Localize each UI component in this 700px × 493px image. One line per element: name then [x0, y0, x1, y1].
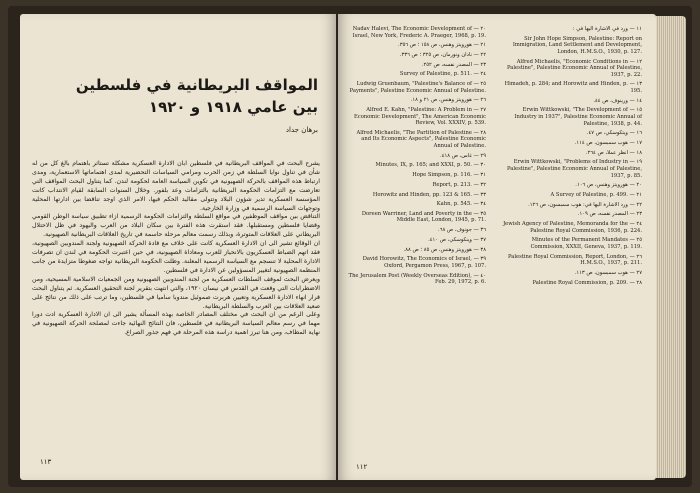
footnote-text: غاس، ص ٤١٨. [440, 152, 472, 159]
footnote-number: ٢٠ — [473, 26, 486, 32]
footnote-number: ٤٠ — [473, 272, 486, 279]
footnote-number: ١٨ — [629, 149, 642, 156]
footnote [346, 211, 486, 224]
footnote-text: هوب سمبسون، ص ١١٣. [574, 269, 628, 276]
footnote-text: Erwin Wittkowski, "Problems of Industry in Palestine", Palestine Economic Annual of Palestine, 1937, p. 85. [507, 159, 642, 179]
footnote-number: ٣٨ — [473, 246, 486, 253]
footnote-number: ٢١ — [473, 42, 486, 49]
footnote-number: ٣٦ — [473, 227, 486, 234]
body-paragraph: يشرح البحث في المواقف البريطانية في فلسطين ابان الادارة العسكرية مشكلة تستأثر باهتمام بالغ كل من له شأن في تناول نوايا السلطة في زمن الحرب ومرامي السياسات التحضيرية لمدى اهتماماتها الاستعمارية، ومدى ارتباط هذه المواقف بالحركة الصهيونية في تكوين السياسة العامة لحكومة لندن. كما يتناول البحث المواقف التي تعارضت مع التزامات الحكومة البريطانية بالتزامات وعد بلفور. وخلال السنوات السابقة لقيام الانتداب كانت المؤسسة العسكرية تدير شؤون البلاد وتتولى مقاليد الحكم فيها، الامر الذي اوجد تناقضا بين ادارتها المحلية وتوجهات السياسة الرسمية في وزارة الخارجية. [32, 160, 320, 212]
body-paragraph: ان الوقائع تشير الى ان الادارة العسكرية كانت على خلاف مع قادة الحركة الصهيونية ولجنة المندوبين الصهيونية، فقد اتهم الضباط العسكريون بالانحياز للعرب ومعاداة الصهيونية، في حين اعتبرت الحكومة في لندن ان تصرفات الادارة المحلية لا تنسجم مع السياسة الرسمية المعلنة. وظلت الحكومة البريطانية تواجه ضغوطا متزايدة من جانب المنظمة الصهيونية لتغيير المسؤولين عن الادارة في فلسطين. [32, 240, 320, 274]
footnote-number: ٢٤ — [629, 220, 642, 227]
footnote-number: ٢٢ — [473, 51, 486, 58]
footnote-text: Doreen Warriner, Land and Poverty in the Middle East, London, 1945, p. 71. [361, 210, 486, 224]
footnote-text: The Jerusalem Post (Weekly Overseas Edition), Feb. 29, 1972, p. 6. [348, 272, 486, 286]
footnote-text: المصدر نفسه، ص ٢٥٢. [421, 61, 472, 68]
left-page [20, 14, 336, 480]
footnote-number: ٣٩ — [473, 256, 486, 263]
footnote [346, 71, 486, 78]
footnote-number: ٣٢ — [473, 181, 486, 188]
footnote [502, 192, 642, 199]
footnote [502, 107, 642, 127]
footnote-number: ٢٣ — [473, 61, 486, 68]
footnote-number: ٢٨ — [629, 279, 642, 286]
notes-column-b [502, 26, 642, 471]
page-number: ١١٢ [356, 463, 368, 471]
footnote-text: Hope Simpson, p. 116. [412, 172, 472, 179]
footnote-number: ٢٤ — [473, 71, 486, 78]
footnote-number: ١٦ — [629, 130, 642, 137]
footnote-number: ٣١ — [473, 172, 486, 179]
footnote-number: ٢٠ — [629, 182, 642, 189]
footnote-text: Ludwig Gruenbaum, "Palestine's Balance of Payments", Palestine Economic Annual of Palestine. [349, 81, 486, 94]
footnote-number: ٢٧ — [629, 269, 642, 276]
footnote-number: ٣٠ — [473, 162, 486, 169]
footnote [346, 26, 486, 39]
footnote [502, 130, 642, 137]
footnote-number: ٣٧ — [473, 236, 486, 243]
footnote-text: Sir John Hope Simpson, Palestine: Report on Immigration, Land Settlement and Development, London, H.M.S.O., 1930, p. 127. [512, 35, 642, 55]
footnote [346, 97, 486, 104]
footnote-text: ورد الاشارة اليها في: هوب سمبسون، ص ١٢٦. [528, 201, 628, 208]
footnote-number: ١٤ — [629, 97, 642, 104]
footnote [502, 237, 642, 250]
footnote-text: نادان ونورمان، ص ٣٢٥ ؛ ص ٣٣٦. [399, 51, 472, 58]
footnote [502, 81, 642, 94]
footnote [346, 162, 486, 169]
footnote-text: هورويتز وهنس، ص ٢١ و ١٨. [410, 97, 472, 104]
footnote-text: هورويتز وهنس، ص ٨٥ ؛ ص ٨٨. [403, 246, 472, 253]
footnote [346, 153, 486, 160]
footnote-number: ٢٩ — [473, 152, 486, 159]
footnote-text: Erwin Wittkowski, "The Development of Industry in 1937", Palestine Economic Annual of Palestine, 1938, p. 44. [514, 107, 642, 127]
footnote-text: ورد في الاشارة اليها في : [572, 26, 628, 32]
right-page [338, 14, 656, 480]
footnote [346, 107, 486, 127]
footnote-text: Nadav Halevi, The Economic Development of Israel, New York, Frederic A. Praeger, 1968, p. 19. [352, 26, 486, 39]
footnote-text: ورينوف، ص ٤٤. [593, 97, 628, 104]
footnote [346, 227, 486, 234]
footnote [346, 172, 486, 179]
footnote-text: Horowitz and Hinden, pp. 123 & 165. [372, 191, 472, 198]
footnote-number: ٢٧ — [473, 107, 486, 113]
footnote-text: جونوف، ص ٦٨. [438, 227, 472, 234]
footnote [346, 52, 486, 59]
footnote-text: Alfred Michaelis, "Economic Conditions in Palestine", Palestine Economic Annual of Palestine, 1937, p. 22. [507, 58, 642, 78]
footnote-number: ١٩ — [629, 159, 642, 166]
footnote-text: A Survey of Palestine, p. 499. [550, 191, 628, 198]
footnote-number: ١١ — [629, 26, 642, 32]
footnote [502, 270, 642, 277]
footnote-number: ٢٨ — [473, 129, 486, 136]
article-body [32, 160, 320, 460]
footnote [502, 150, 642, 157]
footnote-number: ٢١ — [629, 191, 642, 198]
page-edges [656, 16, 686, 478]
footnote-text: هورويتز وهنس، ص ١٠٦. [575, 182, 628, 189]
footnote [346, 237, 486, 244]
notes-column-a [346, 26, 486, 471]
footnote-number: ١٢ — [629, 58, 642, 65]
footnote-number: ٢٢ — [629, 201, 642, 208]
footnote-text: المصدر نفسه، ص ١٠٩. [577, 211, 628, 218]
footnote [502, 182, 642, 189]
footnote-number: ١٣ — [629, 81, 642, 88]
footnote-text: انظر عملا، ص ٢٦٤. [585, 149, 628, 156]
footnote-text: Survey of Palestine, p. 511. [399, 71, 472, 78]
article-author: برهان جداد [285, 126, 318, 134]
article-title: المواقف البريطانية في فلسطين [75, 76, 318, 94]
body-paragraph: التناقض بين مواقف الموظفين في مواقع السلطة والتزامات الحكومة الرسمية ازاء تطبيق سياسة الوطن القومي وقضايا فلسطين ومستقبلها. فقد استقرت هذه الفترة بين سكان البلاد من العرب واليهود في ظل الاحتلال البريطاني على العلاقات المتوترة، وبذلك رسمت معالم مرحلة حاسمة في تاريخ العلاقات البريطانية الصهيونية. [32, 213, 320, 239]
footnote-text: Minutes of the Permanent Mandates Commission, XXXII, Geneva, 1937, p. 119. [530, 237, 642, 250]
footnote-number: ٣٣ — [473, 191, 486, 198]
footnote-text: هوب سمبسون، ص ١١٤. [574, 139, 628, 146]
footnote-number: ٢٥ — [629, 237, 642, 244]
footnote [502, 36, 642, 56]
footnote [346, 192, 486, 199]
footnote [502, 59, 642, 79]
footnote [502, 221, 642, 234]
footnote [346, 62, 486, 69]
footnote-number: ١٥ — [629, 107, 642, 114]
footnote [502, 280, 642, 287]
page-number: ١١٣ [40, 458, 52, 466]
footnote [502, 159, 642, 179]
footnote [346, 273, 486, 286]
footnote-text: Alfred Michaelis, "The Partition of Palestine and Its Economic Aspects", Palestine Economic Annual of Palestine. [356, 129, 486, 150]
footnote-number: ٣٤ — [473, 201, 486, 208]
footnote [346, 182, 486, 189]
footnote [346, 247, 486, 254]
footnote [346, 42, 486, 49]
footnote-text: ويتكوسكي، ص ٤٧. [586, 130, 628, 137]
footnote [502, 26, 642, 33]
footnote [346, 81, 486, 94]
footnote-number: ٢٣ — [629, 211, 642, 218]
footnote [502, 140, 642, 147]
footnote [502, 98, 642, 105]
footnote-text: وينكوسكي، ص ٤١٠. [428, 236, 472, 243]
footnote-text: David Horowitz, The Economics of Israel, Oxford, Pergamon Press, 1967, p. 107. [362, 256, 486, 269]
footnote [502, 211, 642, 218]
footnote [346, 130, 486, 150]
footnote-number: ٢٥ — [473, 81, 486, 88]
body-paragraph: ويعرض البحث لموقف السلطات العسكرية من لجنة المندوبين الصهيونية ومن الجمعيات الاسلامية المسيحية، ومن الاضطرابات التي وقعت في القدس في نيسان ١٩٢٠، والتي انتهت بتقرير لجنة التحقيق العسكرية. ثم يتناول البحث قرار انهاء الادارة العسكرية وتعيين هربرت صموئيل مندوبا ساميا في فلسطين، وما ترتب على ذلك من نتائج على صعيد العلاقات بين العرب والسلطة البريطانية. [32, 275, 320, 310]
footnote-number: ٢٦ — [629, 253, 642, 260]
footnote [502, 202, 642, 209]
footnote-text: Himadeh, p. 284; and Horowitz and Hinden, p. 195. [504, 81, 642, 95]
footnote [346, 256, 486, 269]
footnote-number: ٣٥ — [473, 210, 486, 217]
footnote-text: Kahn, p. 545. [436, 201, 472, 208]
body-paragraph: وعلى الرغم من ان البحث في مختلف المصادر الخاصة بهذه المسألة يشير الى ان الادارة العسكرية ادت دورا مهما في رسم معالم السياسة البريطانية في فلسطين، فان النتائج النهائية جاءت لمصلحة الحركة الصهيونية في نهاية المطاف، ومن هنا تبرز اهمية دراسة هذه المرحلة في فهم جذور الصراع. [32, 311, 320, 337]
footnote-text: Report, p. 213. [432, 181, 472, 188]
footnote-text: Palestine Royal Commission, p. 209. [532, 279, 628, 286]
footnote-number: ٢٦ — [473, 97, 486, 104]
footnote-number: ١٧ — [629, 139, 642, 146]
open-book [8, 6, 692, 487]
footnote-text: هورويتز وهنس، ص ١٥٨ ؛ ص ٣٥٦. [398, 42, 472, 49]
footnote [346, 201, 486, 208]
article-subtitle: بين عامي ١٩١٨ و ١٩٢٠ [148, 98, 318, 116]
footnote-text: Palestine Royal Commission, Report, London, H.M.S.O., 1937, p. 211. [508, 253, 642, 267]
footnote [502, 254, 642, 267]
footnote-text: Minutes, IX, p. 165; and XXXI, p. 50. [375, 162, 472, 169]
footnote-text: Alfred E. Kahn, "Palestine: A Problem in Economic Development", The American Economic Review, Vol. XXXIV, p. 539. [354, 107, 486, 127]
footnote-text: Jewish Agency of Palestine, Memoranda for the Palestine Royal Commission, 1936, p. 224. [503, 220, 642, 234]
